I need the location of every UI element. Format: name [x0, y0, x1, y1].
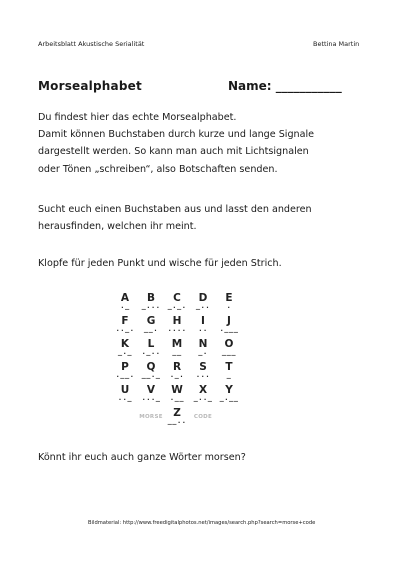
morse-row [112, 384, 282, 407]
morse-letter: S [199, 361, 207, 373]
morse-code: ._ [120, 302, 130, 310]
page-title: Morsealphabet [38, 79, 142, 93]
closing-question: Könnt ihr euch auch ganze Wörter morsen? [38, 452, 246, 463]
header-worksheet-title: Arbeitsblatt Akustische Serialität [38, 40, 145, 48]
task-paragraph [38, 201, 378, 235]
morse-letter: L [147, 338, 155, 350]
morse-cell [190, 384, 216, 407]
watermark-word-code: CODE [193, 414, 213, 420]
morse-cell [164, 361, 190, 384]
morse-cell [216, 384, 242, 407]
morse-code: ..._ [141, 394, 161, 402]
morse-code: __ [172, 348, 182, 356]
morse-cell [138, 361, 164, 384]
morse-code: .._ [117, 394, 133, 402]
instruction-paragraph [38, 255, 378, 272]
morse-code: .. [198, 325, 208, 333]
morse-letter: W [171, 384, 183, 396]
morse-code: ___ [221, 348, 237, 356]
morse-code: _... [141, 302, 161, 310]
morse-cell [164, 292, 190, 315]
morse-letter: G [146, 315, 156, 327]
morse-code: .__ [169, 394, 185, 402]
morse-letter: Y [225, 384, 233, 396]
paragraph-line: Damit können Buchstaben durch kurze und lange Signale [38, 129, 315, 141]
image-credit-footer: Bildmaterial: http://www.freedigitalphotos.net/images/search.php?search=morse+code [88, 520, 316, 526]
morse-cell [190, 315, 216, 338]
morse-letter: E [225, 292, 233, 304]
paragraph-line: Sucht euch einen Buchstaben aus und lasst den anderen [38, 204, 312, 215]
morse-cell [138, 315, 164, 338]
morse-cell [164, 384, 190, 407]
morse-code: _ [226, 371, 232, 379]
header-author: Bettina Martin [313, 40, 360, 48]
morse-cell [112, 361, 138, 384]
morse-code: ._.. [141, 348, 161, 356]
morse-code: . [226, 302, 232, 310]
morse-letter: Z [173, 407, 181, 419]
morse-letter: I [201, 315, 205, 327]
paragraph-line: Klopfe für jeden Punkt und wische für jeden Strich. [38, 258, 282, 269]
morse-letter: P [121, 361, 129, 373]
morse-row-last [112, 407, 282, 430]
morse-letter: A [120, 292, 130, 304]
morse-letter: Q [146, 361, 156, 373]
morse-cell [112, 292, 138, 315]
morse-cell [138, 292, 164, 315]
morse-cell [138, 338, 164, 361]
paragraph-line: oder Tönen „schreiben“, also Botschaften senden. [38, 163, 278, 175]
morse-letter: T [225, 361, 233, 373]
intro-paragraph [38, 109, 378, 178]
morse-letter: R [172, 361, 182, 373]
watermark-word-morse: MORSE [139, 414, 163, 420]
morse-row [112, 292, 282, 315]
morse-cell-empty [112, 407, 138, 430]
morse-cell [190, 292, 216, 315]
morse-letter: C [173, 292, 181, 304]
morse-code: _.._ [193, 394, 213, 402]
morse-row [112, 315, 282, 338]
morse-letter: X [198, 384, 208, 396]
morse-letter: B [146, 292, 155, 304]
morse-cell [190, 407, 216, 430]
morse-code: .___ [219, 325, 239, 333]
morse-code: ... [195, 371, 211, 379]
morse-letter: V [146, 384, 156, 396]
morse-code: _._. [167, 302, 187, 310]
morse-cell [190, 338, 216, 361]
morse-cell [138, 407, 164, 430]
morse-code: __._ [141, 371, 161, 379]
morse-letter: N [198, 338, 208, 350]
morse-alphabet-table [112, 292, 282, 430]
paragraph-line: Du findest hier das echte Morsealphabet. [38, 112, 237, 123]
morse-code: _. [198, 348, 208, 356]
morse-cell [216, 338, 242, 361]
paragraph-line: dargestellt werden. So kann man auch mit Lichtsignalen [38, 146, 309, 158]
morse-code: _.. [195, 302, 211, 310]
morse-cell [164, 338, 190, 361]
paragraph-line: herausfinden, welchen ihr meint. [38, 221, 197, 233]
morse-code: __.. [167, 417, 187, 425]
morse-letter: D [198, 292, 208, 304]
morse-code: _.__ [219, 394, 239, 402]
morse-cell [112, 384, 138, 407]
morse-letter: J [227, 315, 231, 327]
morse-code: .._. [115, 325, 135, 333]
morse-cell [112, 315, 138, 338]
name-field-label: Name: ___________ [228, 79, 342, 93]
morse-code: __. [143, 325, 159, 333]
morse-code: .... [167, 325, 187, 333]
morse-code: _._ [117, 348, 133, 356]
morse-cell [112, 338, 138, 361]
morse-row [112, 338, 282, 361]
morse-letter: F [121, 315, 129, 327]
morse-letter: U [120, 384, 130, 396]
morse-code: .__. [115, 371, 135, 379]
morse-code: ._. [169, 371, 185, 379]
morse-letter: M [171, 338, 183, 350]
morse-letter: K [120, 338, 130, 350]
morse-row [112, 361, 282, 384]
morse-letter: O [224, 338, 234, 350]
morse-cell [216, 292, 242, 315]
morse-cell [164, 407, 190, 430]
morse-cell [190, 361, 216, 384]
morse-cell [216, 315, 242, 338]
morse-letter: H [172, 315, 182, 327]
morse-cell [164, 315, 190, 338]
morse-cell [216, 361, 242, 384]
morse-cell [138, 384, 164, 407]
